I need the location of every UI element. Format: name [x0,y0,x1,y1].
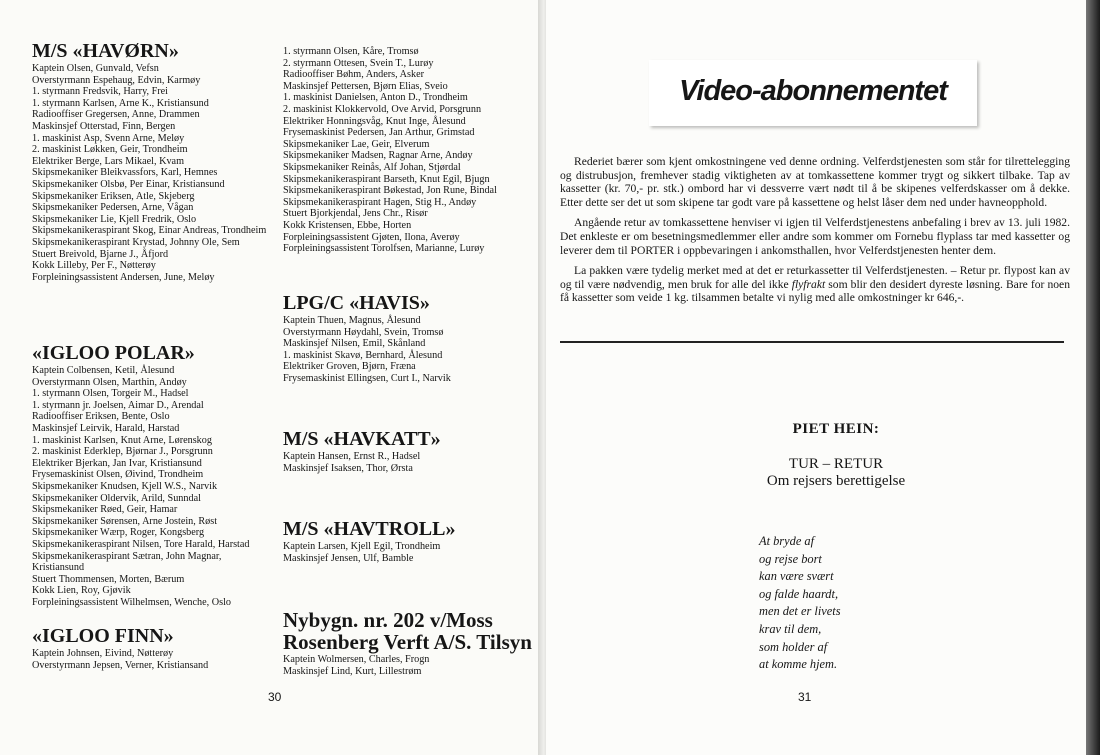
crew-entry: 1. styrmann Olsen, Kåre, Tromsø [283,46,419,57]
poem-line: men det er livets [759,604,841,619]
crew-entry: Skipsmekaniker Lie, Kjell Fredrik, Oslo [32,213,197,225]
crew-entry: Overstyrmann Espehaug, Edvin, Karmøy [32,74,201,86]
ship-title-havkatt: M/S «HAVKATT» [283,428,441,450]
ship-section-havis [283,292,528,385]
crew-entry: Skipsmekaniker Wærp, Roger, Kongsberg [32,527,205,539]
crew-entry: Maskinsjef Pettersen, Bjørn Elias, Sveio [283,80,448,92]
book-edge [1086,0,1100,755]
poem-line: krav til dem, [759,621,822,636]
crew-entry: Kaptein Wolmersen, Charles, Frogn [283,654,430,665]
crew-entry: Radiooffiser Bøhm, Anders, Asker [283,69,425,81]
crew-entry: 1. maskinist Skavø, Bernhard, Ålesund [283,349,443,361]
crew-entry: 2. maskinist Ederklep, Bjørnar J., Porsgrunn [32,446,213,458]
crew-entry: Skipsmekaniker Reinås, Alf Johan, Stjørdal [283,161,461,173]
crew-entry: Skipsmekanikeraspirant Krystad, Johnny Ole, Sem [32,236,240,248]
crew-entry: Elektriker Berge, Lars Mikael, Kvam [32,155,185,167]
ship-title-igloo-polar: «IGLOO POLAR» [32,342,195,364]
crew-entry: Skipsmekanikeraspirant Skog, Einar Andreas, Trondheim [32,225,267,237]
ship-section-havorn-continued [283,46,528,255]
crew-entry: Skipsmekaniker Madsen, Ragnar Arne, Andøy [283,150,473,162]
section-divider [560,341,1064,343]
crew-entry: Elektriker Groven, Bjørn, Fræna [283,361,416,373]
crew-entry: Skipsmekanikeraspirant Bøkestad, Jon Rune, Bindal [283,185,497,197]
crew-entry: 1. maskinist Karlsen, Knut Arne, Lørenskog [32,434,212,446]
crew-entry: Maskinsjef Lind, Kurt, Lillestrøm [283,665,422,677]
ship-section-havorn [32,40,267,283]
poem-line: at komme hjem. [759,657,838,672]
crew-entry: Frysemaskinist Ellingsen, Curt I., Narvik [283,372,451,384]
ship-title-nybygn-line1: Nybygn. nr. 202 v/Moss [283,608,493,632]
crew-entry: Forpleiningsassistent Andersen, June, Meløy [32,271,215,283]
ship-section-nybygn [283,608,532,677]
crew-list-havorn [32,63,267,283]
page-number-right: 31 [798,690,812,704]
crew-entry: Kaptein Thuen, Magnus, Ålesund [283,315,421,326]
crew-entry: Skipsmekanikeraspirant Nilsen, Tore Harald, Harstad [32,538,250,550]
crew-list-havis [283,315,528,385]
crew-list-nybygn [283,654,528,677]
crew-entry: Stuert Bjorkjendal, Jens Chr., Risør [283,208,428,220]
left-page [0,0,546,755]
crew-entry: Maskinsjef Jensen, Ulf, Bamble [283,552,414,564]
crew-entry: Maskinsjef Isaksen, Thor, Ørsta [283,462,413,474]
crew-entry: Skipsmekanikeraspirant Barseth, Knut Egil, Bjugn [283,173,490,185]
crew-entry: Elektriker Bjerkan, Jan Ivar, Kristiansund [32,457,202,469]
crew-entry: 1. maskinist Danielsen, Anton D., Trondheim [283,92,468,104]
ship-title-havtroll: M/S «HAVTROLL» [283,518,456,540]
crew-entry: Skipsmekaniker Lae, Geir, Elverum [283,138,430,150]
crew-entry: Frysemaskinist Olsen, Øivind, Trondheim [32,469,204,481]
crew-entry: Skipsmekaniker Røed, Geir, Hamar [32,504,178,516]
crew-entry: Kokk Kristensen, Ebbe, Horten [283,219,412,231]
crew-entry: Kaptein Colbensen, Ketil, Ålesund [32,365,175,376]
crew-list-igloo-polar [32,365,267,608]
crew-entry: 1. styrmann Fredsvik, Harry, Frei [32,86,168,98]
crew-entry: Skipsmekaniker Oldervik, Arild, Sunndal [32,492,201,504]
poem-header [706,421,966,490]
page-number-left: 30 [268,690,282,704]
crew-entry: Maskinsjef Otterstad, Finn, Bergen [32,120,176,132]
ship-section-havkatt [283,428,528,474]
crew-entry: Frysemaskinist Pedersen, Jan Arthur, Grimstad [283,127,475,139]
article-paragraph-1: Rederiet bærer som kjent omkostningene ved denne ordning. Velferdstjenesten som står for tilrettelegging og distrubusjon, fremhever stadig viktigheten av at tomkassettene kommer trygt og sikkert tilbake. Tap av kassetter (kr. 70,- pr. stk.) ombord har vi dessverre vært nødt til å be skipenes velferdskasser om å dekke. Etter dette ser det ut som skipene tar godt vare på kassettene og helst låser dem ned under havneopphold. [560,155,1070,209]
crew-entry: Skipsmekaniker Pedersen, Arne, Vågan [32,202,194,214]
crew-list-havtroll [283,541,528,564]
poem-body [759,533,841,674]
ship-section-havtroll [283,518,528,564]
ship-title-havis: LPG/C «HAVIS» [283,292,430,314]
crew-entry: 1. styrmann jr. Joelsen, Aimar D., Arendal [32,399,204,411]
ship-section-igloo-finn [32,625,267,671]
crew-entry: Skipsmekaniker Knudsen, Kjell W.S., Narvik [32,480,218,492]
crew-entry: Skipsmekaniker Eriksen, Atle, Skjeberg [32,190,195,202]
article-title: Video-abonnementet [679,75,947,107]
crew-entry: 2. styrmann Ottesen, Svein T., Lurøy [283,57,434,69]
crew-entry: Kaptein Johnsen, Eivind, Nøtterøy [32,648,174,659]
poem-line: og rejse bort [759,551,822,566]
crew-entry: Kokk Lilleby, Per F., Nøtterøy [32,260,156,272]
crew-entry: Skipsmekaniker Olsbø, Per Einar, Kristiansund [32,178,225,190]
poem-line: som holder af [759,639,828,654]
crew-entry: Skipsmekanikeraspirant Hagen, Stig H., Andøy [283,196,477,208]
crew-entry: Kaptein Olsen, Gunvald, Vefsn [32,63,159,74]
crew-entry: 2. maskinist Klokkervold, Ove Arvid, Porsgrunn [283,103,482,115]
crew-entry: Skipsmekaniker Sørensen, Arne Jostein, Røst [32,515,218,527]
poem-line: kan være svært [759,569,834,584]
crew-list-igloo-finn [32,648,267,671]
crew-entry: Stuert Breivold, Bjarne J., Åfjord [32,248,169,260]
crew-entry: Kaptein Hansen, Ernst R., Hadsel [283,451,421,462]
right-page [546,0,1086,755]
article-title-box [649,60,977,126]
crew-entry: Kokk Lien, Roy, Gjøvik [32,585,131,597]
poem-title: TUR – RETUR [788,456,884,472]
crew-entry: Skipsmekaniker Bleikvassfors, Karl, Hemnes [32,167,218,179]
crew-entry: Forpleiningsassistent Gjøten, Ilona, Averøy [283,231,460,243]
crew-entry: Kaptein Larsen, Kjell Egil, Trondheim [283,541,441,552]
crew-entry: Forpleiningsassistent Torolfsen, Marianne, Lurøy [283,243,485,255]
poem-line: At bryde af [759,534,815,548]
crew-list-havorn-continued [283,46,528,255]
crew-entry: 1. styrmann Olsen, Torgeir M., Hadsel [32,388,189,400]
crew-entry: 2. maskinist Løkken, Geir, Trondheim [32,144,188,156]
poem-author: PIET HEIN: [792,421,880,437]
crew-entry: 1. maskinist Asp, Svenn Arne, Meløy [32,132,185,144]
article-paragraph-3-italic: flyfrakt [791,277,826,291]
article-body [560,155,1070,305]
article-paragraph-2: Angående retur av tomkassettene henviser vi igjen til Velferdstjenestens anbefaling i brev av 13. juli 1982. Det enkleste er om besetningsmedlemmer eller andre som kommer om Fornebu flyplass tar med kassetter og leverer dem til PORTER i oppbevaringen i ankomsthallen, hvor Velferdstjenesten henter dem. [560,216,1070,257]
crew-entry: Elektriker Honningsvåg, Knut Inge, Ålesund [283,115,466,127]
crew-entry: Overstyrmann Olsen, Marthin, Andøy [32,376,187,388]
poem-line: og falde haardt, [759,586,839,601]
ship-title-havorn: M/S «HAVØRN» [32,40,179,62]
crew-list-havkatt [283,451,528,474]
crew-entry: Stuert Thommensen, Morten, Bærum [32,573,185,585]
ship-title-igloo-finn: «IGLOO FINN» [32,625,174,647]
crew-entry: Overstyrmann Høydahl, Svein, Tromsø [283,326,444,338]
crew-entry: Overstyrmann Jepsen, Verner, Kristiansand [32,659,209,671]
crew-entry: Forpleiningsassistent Wilhelmsen, Wenche, Oslo [32,596,232,608]
article-paragraph-3-text-b: som blir den desidert dyreste løsning. Bare for noen få kassetter som veide 1 kg. tilsammen betalte vi nylig med alle omkostninger kr 646,-. [560,277,1070,305]
ship-title-nybygn-line2: Rosenberg Verft A/S. Tilsyn [283,630,532,654]
crew-entry: Radiooffiser Eriksen, Bente, Oslo [32,411,170,423]
crew-entry: Radiooffiser Gregersen, Anne, Drammen [32,109,200,121]
crew-entry: Maskinsjef Leirvik, Harald, Harstad [32,422,180,434]
crew-entry: Skipsmekanikeraspirant Sætran, John Magnar, Kristiansund [32,550,222,574]
crew-entry: 1. styrmann Karlsen, Arne K., Kristiansund [32,97,209,109]
ship-section-igloo-polar [32,342,267,608]
crew-entry: Maskinsjef Nilsen, Emil, Skånland [283,338,426,350]
article-paragraph-3 [560,264,1070,305]
article-paragraph-3-text-a: La pakken være tydelig merket med at det er returkassetter til Velferdstjenesten. – Retur pr. flypost kan av og til være nødvendig, men bruk for alle del ikke [560,264,1070,291]
poem-subtitle: Om rejsers berettigelse [766,473,906,489]
